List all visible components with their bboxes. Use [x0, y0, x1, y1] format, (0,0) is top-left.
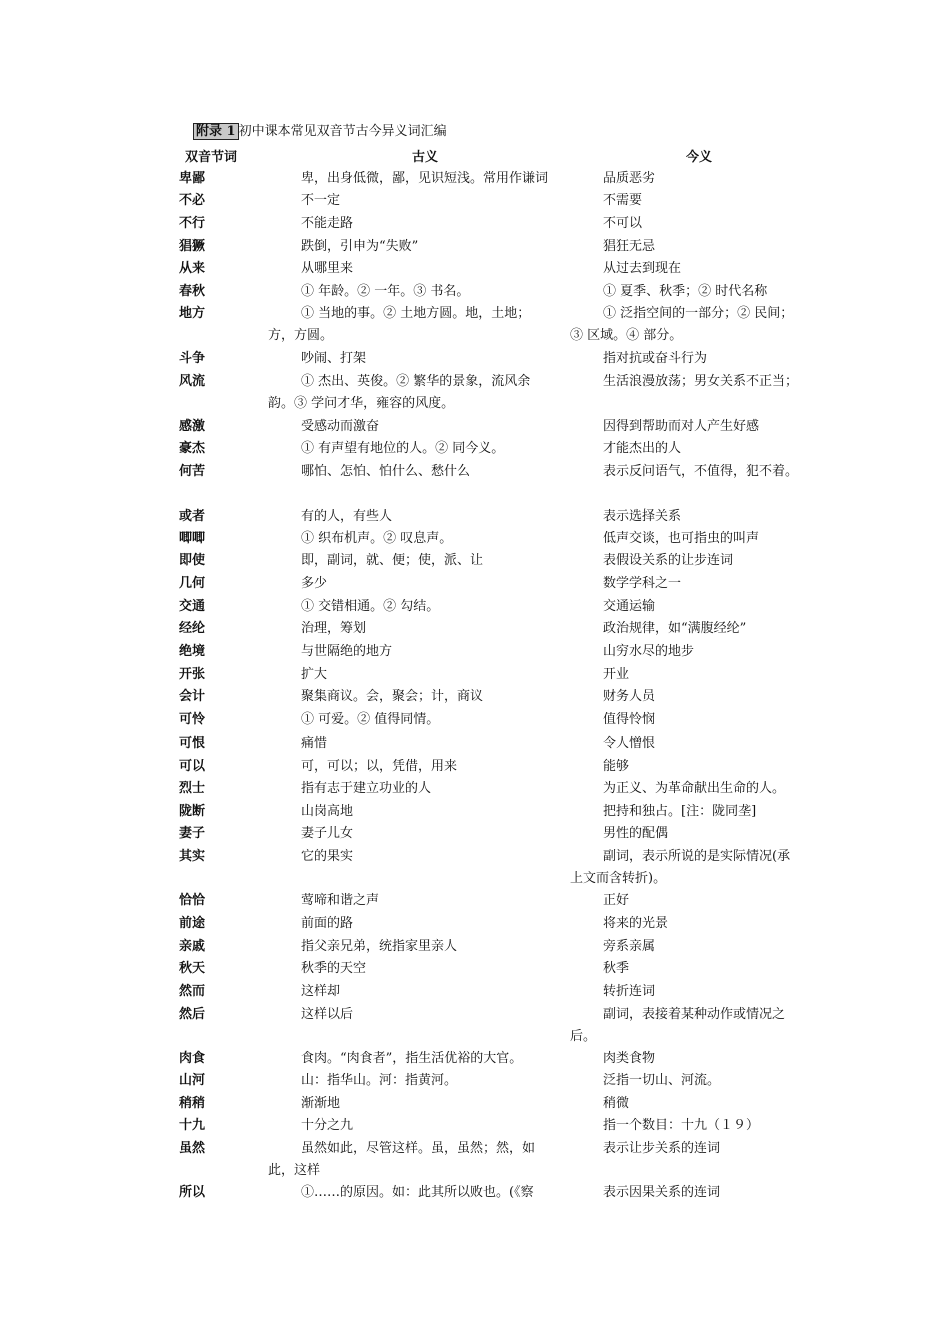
row-modern: ① 泛指空间的一部分；② 民间；③ 区域。④ 部分。 — [570, 306, 794, 343]
row-ancient: 哪怕、怎怕、怕什么、愁什么 — [301, 464, 471, 479]
row-word: 所以 — [179, 1185, 206, 1200]
row-ancient: 十分之九 — [301, 1118, 354, 1133]
row-word: 然而 — [179, 984, 206, 999]
row-ancient: ① 交错相通。② 勾结。 — [301, 599, 440, 614]
row-word: 会计 — [179, 689, 206, 704]
row-modern: 政治规律，如“满腹经纶” — [603, 621, 747, 636]
row-ancient: 扩大 — [301, 667, 328, 682]
row-modern: 山穷水尽的地步 — [603, 644, 695, 659]
row-ancient: 这样以后 — [301, 1007, 354, 1022]
row-modern: 为正义、为革命献出生命的人。 — [603, 781, 786, 796]
row-word: 斗争 — [179, 351, 206, 366]
row-modern: 猖狂无忌 — [603, 239, 656, 254]
row-ancient: 即，副词，就、便；使，派、让 — [301, 553, 484, 568]
row-ancient: 指有志于建立功业的人 — [301, 781, 432, 796]
row-word: 不行 — [179, 216, 206, 231]
row-ancient: ① 年龄。② 一年。③ 书名。 — [301, 284, 470, 299]
appendix-tag: 附录 1 — [193, 123, 239, 140]
row-word: 秋天 — [179, 961, 206, 976]
row-modern: 才能杰出的人 — [603, 441, 682, 456]
row-modern: 能够 — [603, 759, 630, 774]
row-word: 可怜 — [179, 712, 206, 727]
row-ancient: ① 可爱。② 值得同情。 — [301, 712, 440, 727]
row-word: 十九 — [179, 1118, 206, 1133]
row-ancient: ① 有声望有地位的人。② 同今义。 — [301, 441, 505, 456]
row-word: 何苦 — [179, 464, 206, 479]
row-modern: 从过去到现在 — [603, 261, 682, 276]
row-modern: 指一个数目：十九（１９） — [603, 1118, 760, 1133]
row-ancient: 吵闹、打架 — [301, 351, 367, 366]
row-word: 烈士 — [179, 781, 206, 796]
row-modern: 值得怜悯 — [603, 712, 656, 727]
row-modern: 表示反问语气，不值得，犯不着。 — [603, 464, 799, 479]
row-modern: 表假设关系的让步连词 — [603, 553, 734, 568]
row-ancient: 痛惜 — [301, 736, 328, 751]
row-modern: 交通运输 — [603, 599, 656, 614]
row-word: 感激 — [179, 419, 206, 434]
row-ancient: 有的人，有些人 — [301, 509, 393, 524]
row-modern: 生活浪漫放荡；男女关系不正当； — [603, 374, 799, 389]
row-word: 从来 — [179, 261, 206, 276]
row-ancient: 不能走路 — [301, 216, 354, 231]
row-ancient: 不一定 — [301, 193, 341, 208]
row-ancient: 食肉。“肉食者”，指生活优裕的大官。 — [301, 1051, 523, 1066]
row-word: 开张 — [179, 667, 206, 682]
row-ancient: ①……的原因。如：此其所以败也。(《察 — [301, 1185, 534, 1200]
row-ancient: 卑，出身低微，鄙，见识短浅。常用作谦词 — [301, 171, 549, 186]
row-word: 前途 — [179, 916, 206, 931]
row-word: 几何 — [179, 576, 206, 591]
row-modern: 转折连词 — [603, 984, 656, 999]
appendix-title-text: 初中课本常见双音节古今异义词汇编 — [238, 124, 447, 139]
row-modern: 低声交谈，也可指虫的叫声 — [603, 531, 760, 546]
row-ancient: 聚集商议。会，聚会；计，商议 — [301, 689, 484, 704]
row-word: 山河 — [179, 1073, 206, 1088]
row-ancient: 从哪里来 — [301, 261, 354, 276]
row-modern: 副词，表示所说的是实际情况(承上文而含转折)。 — [570, 849, 791, 886]
row-modern: 表示因果关系的连词 — [603, 1185, 721, 1200]
row-modern: 表示让步关系的连词 — [603, 1141, 721, 1156]
row-modern: 副词，表接着某种动作或情况之后。 — [570, 1007, 786, 1044]
row-modern: 秋季 — [603, 961, 630, 976]
row-ancient: 它的果实 — [301, 849, 354, 864]
row-modern: 不可以 — [603, 216, 643, 231]
row-ancient: 山岗高地 — [301, 804, 354, 819]
row-word: 地方 — [179, 306, 206, 321]
row-modern: 令人憎恨 — [603, 736, 656, 751]
row-word: 然后 — [179, 1007, 206, 1022]
row-modern: 财务人员 — [603, 689, 656, 704]
header-ancient: 古义 — [412, 150, 439, 165]
row-modern: 不需要 — [603, 193, 643, 208]
row-modern: 稍微 — [603, 1096, 630, 1111]
row-word: 其实 — [179, 849, 206, 864]
row-word: 风流 — [179, 374, 206, 389]
row-modern: 泛指一切山、河流。 — [603, 1073, 721, 1088]
row-ancient: 可，可以；以，凭借，用来 — [301, 759, 458, 774]
row-ancient: 虽然如此，尽管这样。虽，虽然；然，如此，这样 — [268, 1141, 536, 1178]
row-modern: 表示选择关系 — [603, 509, 682, 524]
row-ancient: 山：指华山。河：指黄河。 — [301, 1073, 458, 1088]
row-word: 肉食 — [179, 1051, 206, 1066]
row-word: 即使 — [179, 553, 206, 568]
row-modern: 开业 — [603, 667, 630, 682]
row-ancient: 与世隔绝的地方 — [301, 644, 393, 659]
row-modern: 旁系亲属 — [603, 939, 656, 954]
row-word: 卑鄙 — [179, 171, 206, 186]
row-word: 绝境 — [179, 644, 206, 659]
header-word: 双音节词 — [185, 150, 238, 165]
row-ancient: 指父亲兄弟，统指家里亲人 — [301, 939, 458, 954]
row-ancient: 妻子儿女 — [301, 826, 354, 841]
row-ancient: 受感动而激奋 — [301, 419, 380, 434]
row-modern: 数学学科之一 — [603, 576, 682, 591]
row-word: 可以 — [179, 759, 206, 774]
header-modern: 今义 — [686, 150, 713, 165]
row-ancient: ① 织布机声。② 叹息声。 — [301, 531, 453, 546]
row-modern: 指对抗或奋斗行为 — [603, 351, 708, 366]
row-word: 稍稍 — [179, 1096, 206, 1111]
row-modern: 正好 — [603, 893, 630, 908]
row-word: 交通 — [179, 599, 206, 614]
row-ancient: 这样却 — [301, 984, 341, 999]
row-ancient: 跌倒，引申为“失败” — [301, 239, 419, 254]
row-word: 亲戚 — [179, 939, 206, 954]
appendix-title — [193, 123, 447, 141]
row-modern: 肉类食物 — [603, 1051, 656, 1066]
row-word: 唧唧 — [179, 531, 206, 546]
row-word: 妻子 — [179, 826, 206, 841]
row-ancient: 治理，筹划 — [301, 621, 367, 636]
row-word: 恰恰 — [179, 893, 206, 908]
row-ancient: 多少 — [301, 576, 328, 591]
row-modern: 将来的光景 — [603, 916, 669, 931]
row-ancient: 渐渐地 — [301, 1096, 341, 1111]
row-ancient: 莺啼和谐之声 — [301, 893, 380, 908]
row-ancient: 秋季的天空 — [301, 961, 367, 976]
row-modern: ① 夏季、秋季；② 时代名称 — [603, 284, 768, 299]
row-ancient: ① 杰出、英俊。② 繁华的景象，流风余韵。③ 学问才华，雍容的风度。 — [268, 374, 531, 411]
row-word: 春秋 — [179, 284, 206, 299]
row-word: 陇断 — [179, 804, 206, 819]
row-modern: 因得到帮助而对人产生好感 — [603, 419, 760, 434]
row-word: 豪杰 — [179, 441, 206, 456]
row-modern: 把持和独占。[注：陇同垄] — [603, 804, 757, 819]
row-ancient: 前面的路 — [301, 916, 354, 931]
row-modern: 男性的配偶 — [603, 826, 669, 841]
row-word: 猖獗 — [179, 239, 206, 254]
row-word: 或者 — [179, 509, 206, 524]
row-modern: 品质恶劣 — [603, 171, 656, 186]
row-word: 不必 — [179, 193, 206, 208]
row-word: 经纶 — [179, 621, 206, 636]
row-ancient: ① 当地的事。② 土地方圆。地，土地；方，方圆。 — [268, 306, 531, 343]
row-word: 虽然 — [179, 1141, 206, 1156]
row-word: 可恨 — [179, 736, 206, 751]
